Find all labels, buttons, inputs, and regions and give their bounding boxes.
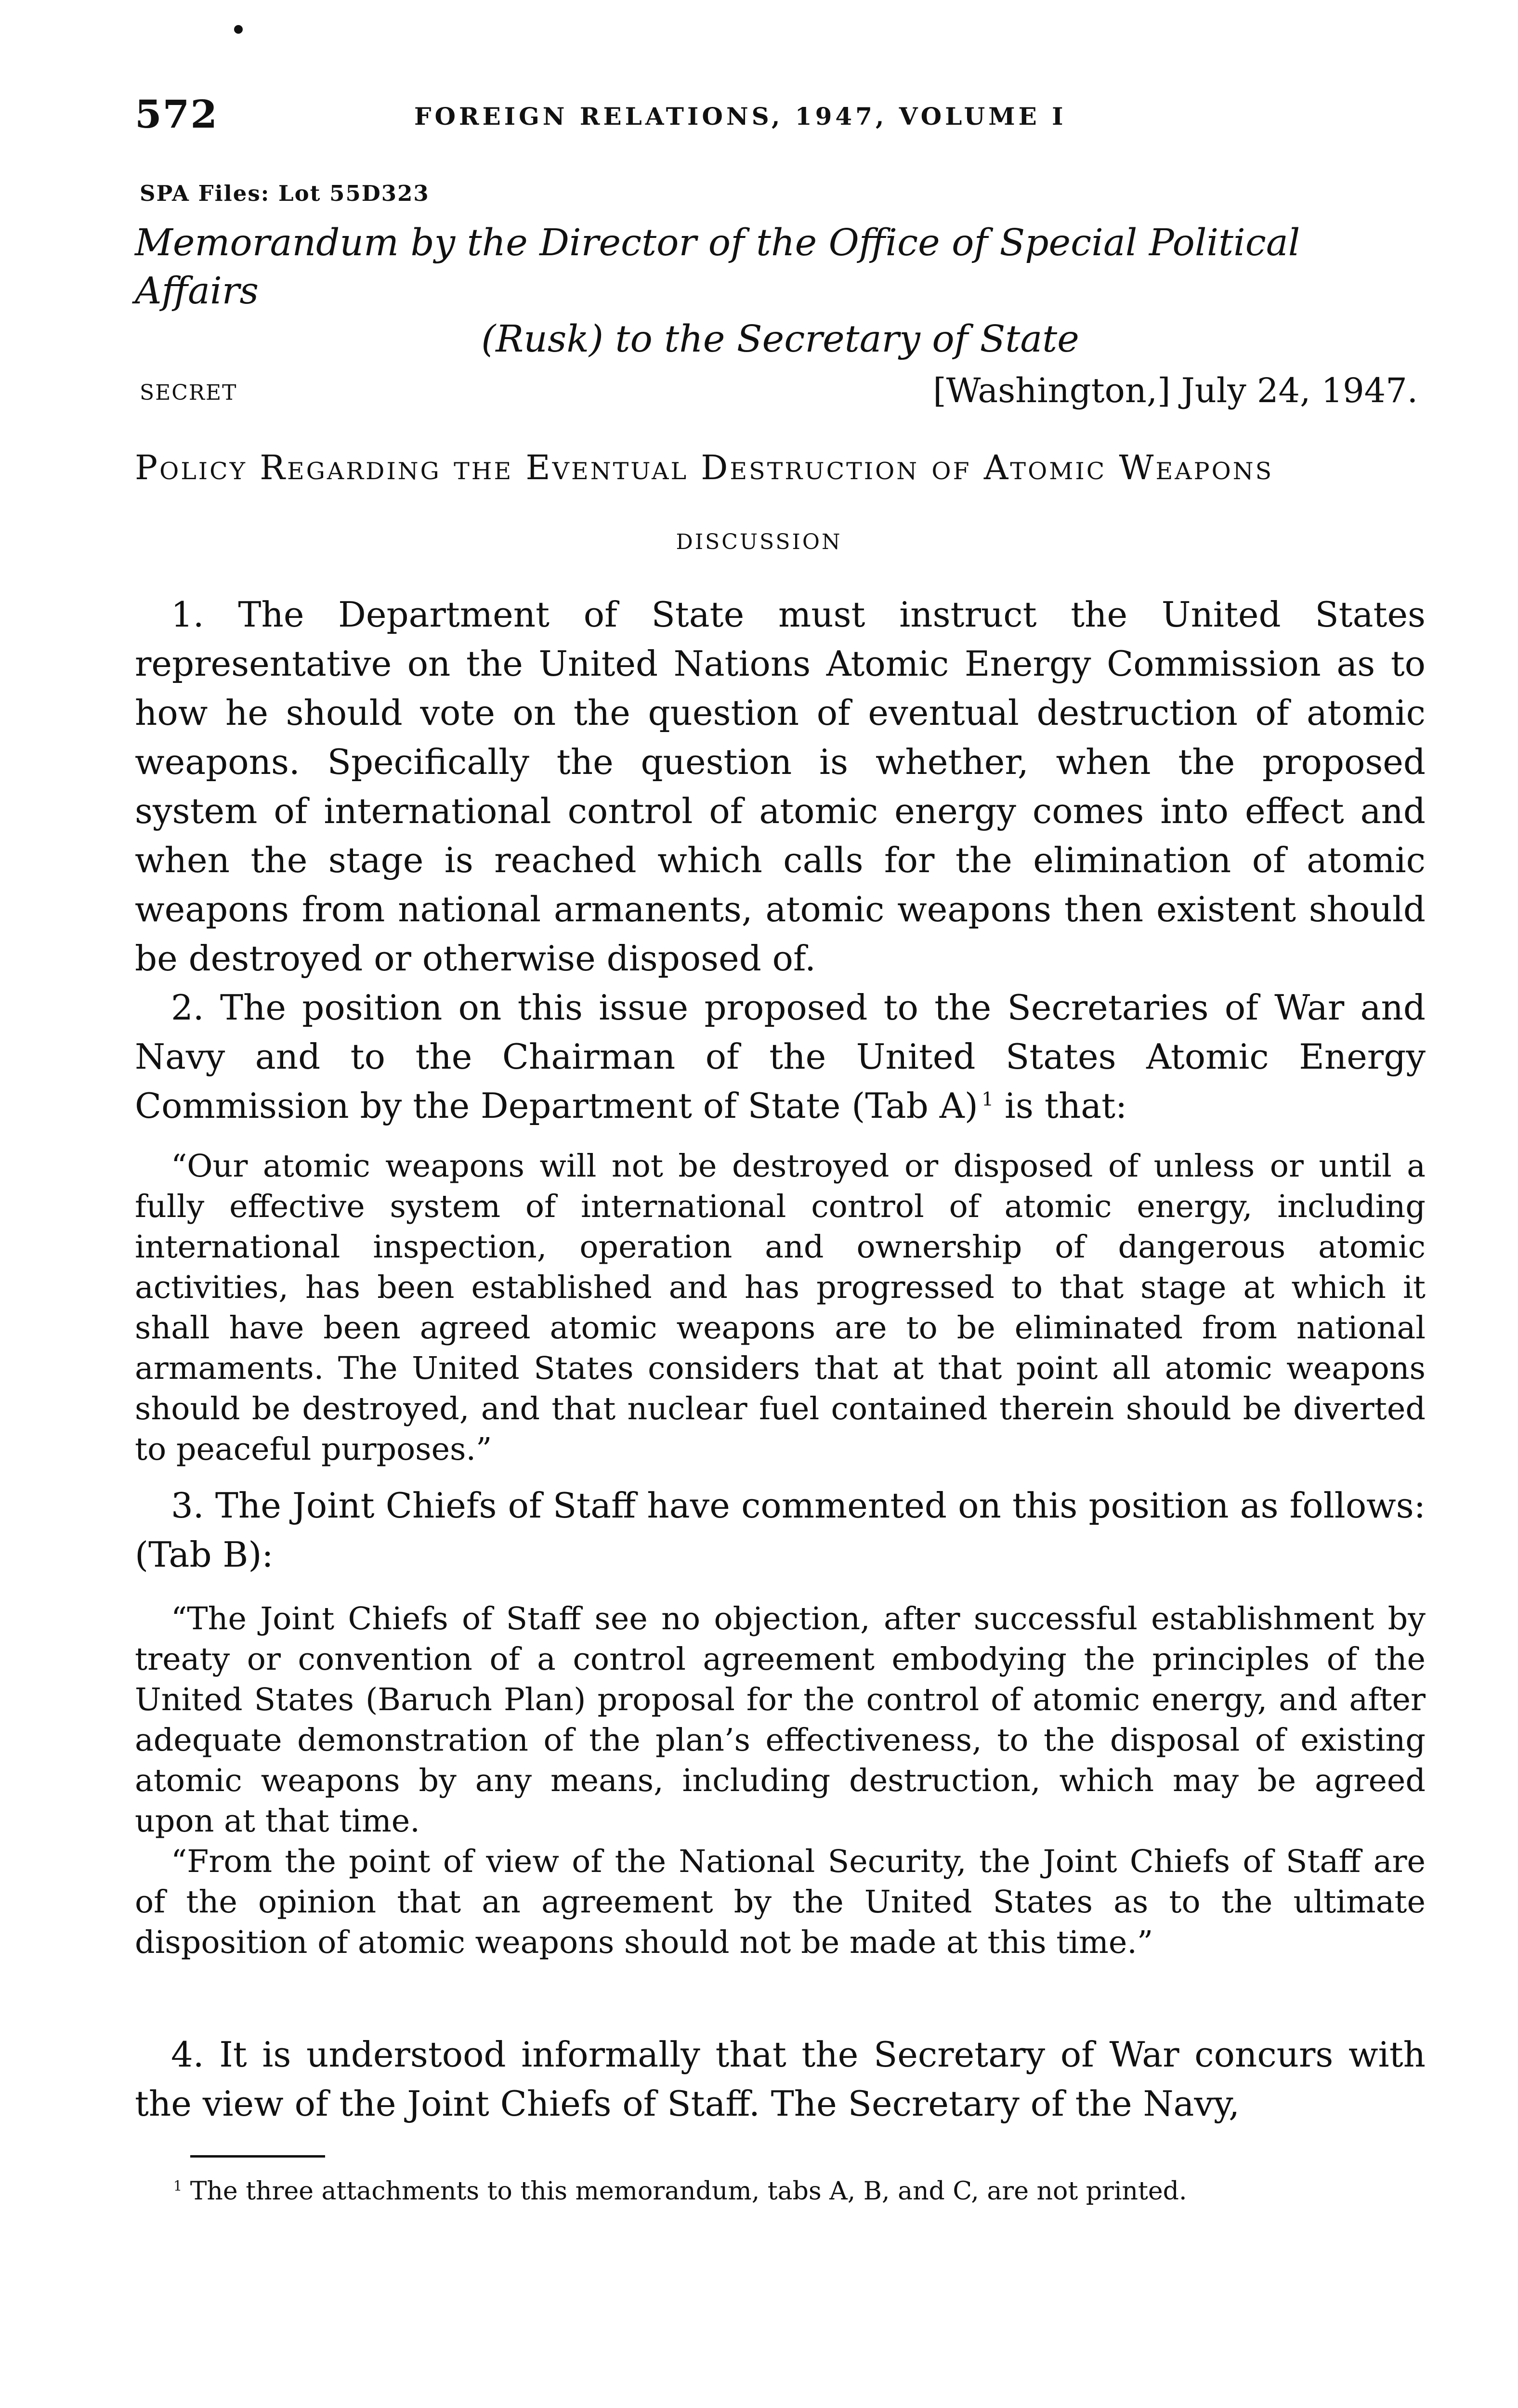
quote-paragraph: “Our atomic weapons will not be destroyed or disposed of unless or until a fully effective system of international control of atomic energy, including international inspection, operation and ownership of dangerous atomic activities, has been established and has progressed to that stage at which it shall have been agreed atomic weapons are to be eliminated from national armaments. The United States considers that at that point all atomic weapons should be destroyed, and that nuclear fuel contained therein should be diverted to peaceful purposes.” (135, 1148, 1426, 1467)
paragraph-4: 4. It is understood informally that the Secretary of War concurs with the view of the Joint Chiefs of Staff. The Secretary of the Navy, (135, 2034, 1426, 2124)
subject-heading: Policy Regarding the Eventual Destruction of Atomic Weapons (135, 448, 1274, 487)
classification-marking: SECRET (140, 380, 237, 405)
block-quote-tab-a (135, 1146, 1426, 1470)
quote-paragraph: “From the point of view of the National Security, the Joint Chiefs of Staff are of the opinion that an agreement by the United States as to the ultimate disposition of atomic weapons should not be made at this time.” (135, 1844, 1426, 1961)
body-paragraphs-1-2 (135, 590, 1426, 1130)
paragraph-2 (135, 983, 1426, 1130)
page-number: 572 (135, 92, 218, 137)
ink-dot (234, 25, 243, 34)
block-quote-tab-b (135, 1599, 1426, 1963)
body-paragraph-3 (135, 1481, 1426, 1579)
running-head (135, 92, 1426, 140)
footnote-text: The three attachments to this memorandum, tabs A, B, and C, are not printed. (182, 2177, 1187, 2206)
quote-paragraph: “The Joint Chiefs of Staff see no objection, after successful establishment by treaty or convention of a control agreement embodying the principles of the United States (Baruch Plan) proposal for the control of atomic energy, and after adequate demonstration of the plan’s effectiveness, to the disposal of existing atomic weapons by any means, including destruction, which may be agreed upon at that time. (135, 1601, 1426, 1839)
running-title: FOREIGN RELATIONS, 1947, VOLUME I (414, 102, 1067, 131)
document-title (135, 219, 1426, 364)
footnote (173, 2174, 1426, 2208)
section-heading: DISCUSSION (676, 530, 842, 554)
document-title-line-2: (Rusk) to the Secretary of State (481, 318, 1079, 361)
paragraph-1: 1. The Department of State must instruct the United States representative on the United Nations Atomic Energy Commission as to how he should vote on the question of eventual destruction of atomic weapons. Specifically the question is whether, when the proposed system of international control of atomic energy comes into effect and when the stage is reached which calls for the elimination of atomic weapons from national armanents, atomic weapons then existent should be destroyed or otherwise disposed of. (135, 594, 1426, 979)
dateline: [Washington,] July 24, 1947. (933, 371, 1418, 410)
paragraph-2-text: 2. The position on this issue proposed to the Secretaries of War and Navy and to the Chairman of the United States Atomic Energy Commission by the Department of State (Tab A) (135, 987, 1426, 1126)
footnote-reference: 1 (981, 1088, 994, 1111)
document-title-line-1: Memorandum by the Director of the Office of Special Political Affairs (135, 222, 1300, 313)
paragraph-2-text-end: is that: (994, 1086, 1127, 1126)
body-paragraph-4 (135, 2030, 1426, 2128)
footnote-marker: 1 (173, 2177, 183, 2194)
source-note: SPA Files: Lot 55D323 (140, 181, 430, 206)
paragraph-3: 3. The Joint Chiefs of Staff have commented on this position as follows: (Tab B): (135, 1485, 1426, 1575)
footnote-divider (190, 2155, 325, 2158)
